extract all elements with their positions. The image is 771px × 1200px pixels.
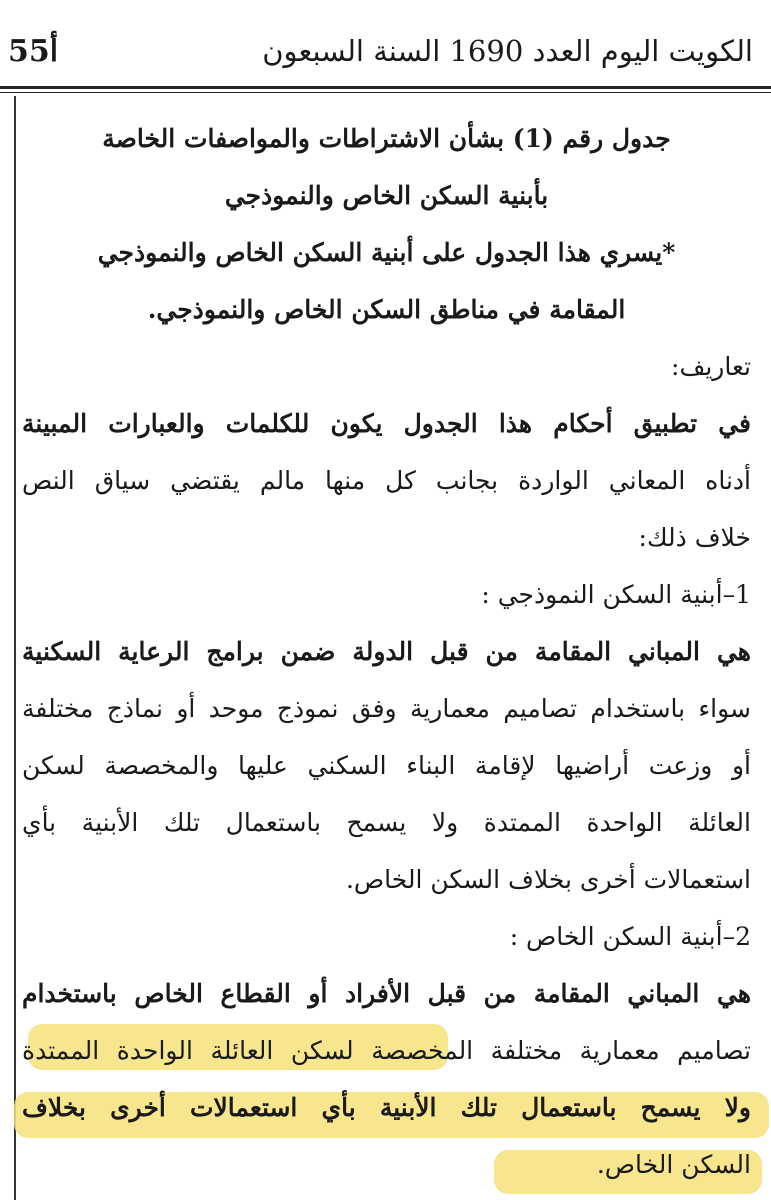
paragraph-line: خلاف ذلك: [638, 523, 751, 552]
page-header [0, 0, 771, 90]
page-number: 55أ [8, 34, 59, 69]
header-rule-thick [0, 86, 771, 89]
paragraph-line: استعمالات أخرى بخلاف السكن الخاص. [345, 865, 751, 894]
paragraph-line: هي المباني المقامة من قبل الدولة ضمن برامج الرعاية السكنية [22, 637, 751, 666]
highlighted-line: تصاميم معمارية مختلفة المخصصة لسكن العائلة الواحدة الممتدة [22, 1036, 751, 1065]
scope-note-line: المقامة في مناطق السكن الخاص والنموذجي. [147, 295, 626, 324]
paragraph-line: العائلة الواحدة الممتدة ولا يسمح باستعمال تلك الأبنية بأي [22, 808, 751, 837]
header-rule-thin [0, 92, 771, 93]
definitions-heading: تعاريف: [671, 352, 751, 381]
table-title-line: جدول رقم (1) بشأن الاشتراطات والمواصفات الخاصة [102, 124, 671, 153]
scope-note-line: *يسري هذا الجدول على أبنية السكن الخاص والنموذجي [97, 238, 676, 267]
definition-heading-private-housing: 2–أبنية السكن الخاص : [509, 922, 751, 951]
paragraph-line: أدناه المعاني الواردة بجانب كل منها مالم يقتضي سياق النص [22, 466, 751, 495]
paragraph-line: في تطبيق أحكام هذا الجدول يكون للكلمات والعبارات المبينة [22, 409, 751, 438]
header-title: الكويت اليوم العدد 1690 السنة السبعون [262, 34, 753, 68]
highlighted-line: ولا يسمح باستعمال تلك الأبنية بأي استعمالات أخرى بخلاف [22, 1093, 751, 1122]
document-body [22, 110, 751, 1193]
paragraph-line: هي المباني المقامة من قبل الأفراد أو القطاع الخاص باستخدام [22, 979, 751, 1008]
highlighted-line: السكن الخاص. [596, 1150, 751, 1179]
table-title-line: بأبنية السكن الخاص والنموذجي [224, 181, 549, 210]
paragraph-line: أو وزعت أراضيها لإقامة البناء السكني عليها والمخصصة لسكن [22, 751, 751, 780]
column-border [14, 96, 16, 1200]
paragraph-line: سواء باستخدام تصاميم معمارية وفق نموذج موحد أو نماذج مختلفة [22, 694, 751, 723]
definition-heading-model-housing: 1–أبنية السكن النموذجي : [481, 580, 751, 609]
